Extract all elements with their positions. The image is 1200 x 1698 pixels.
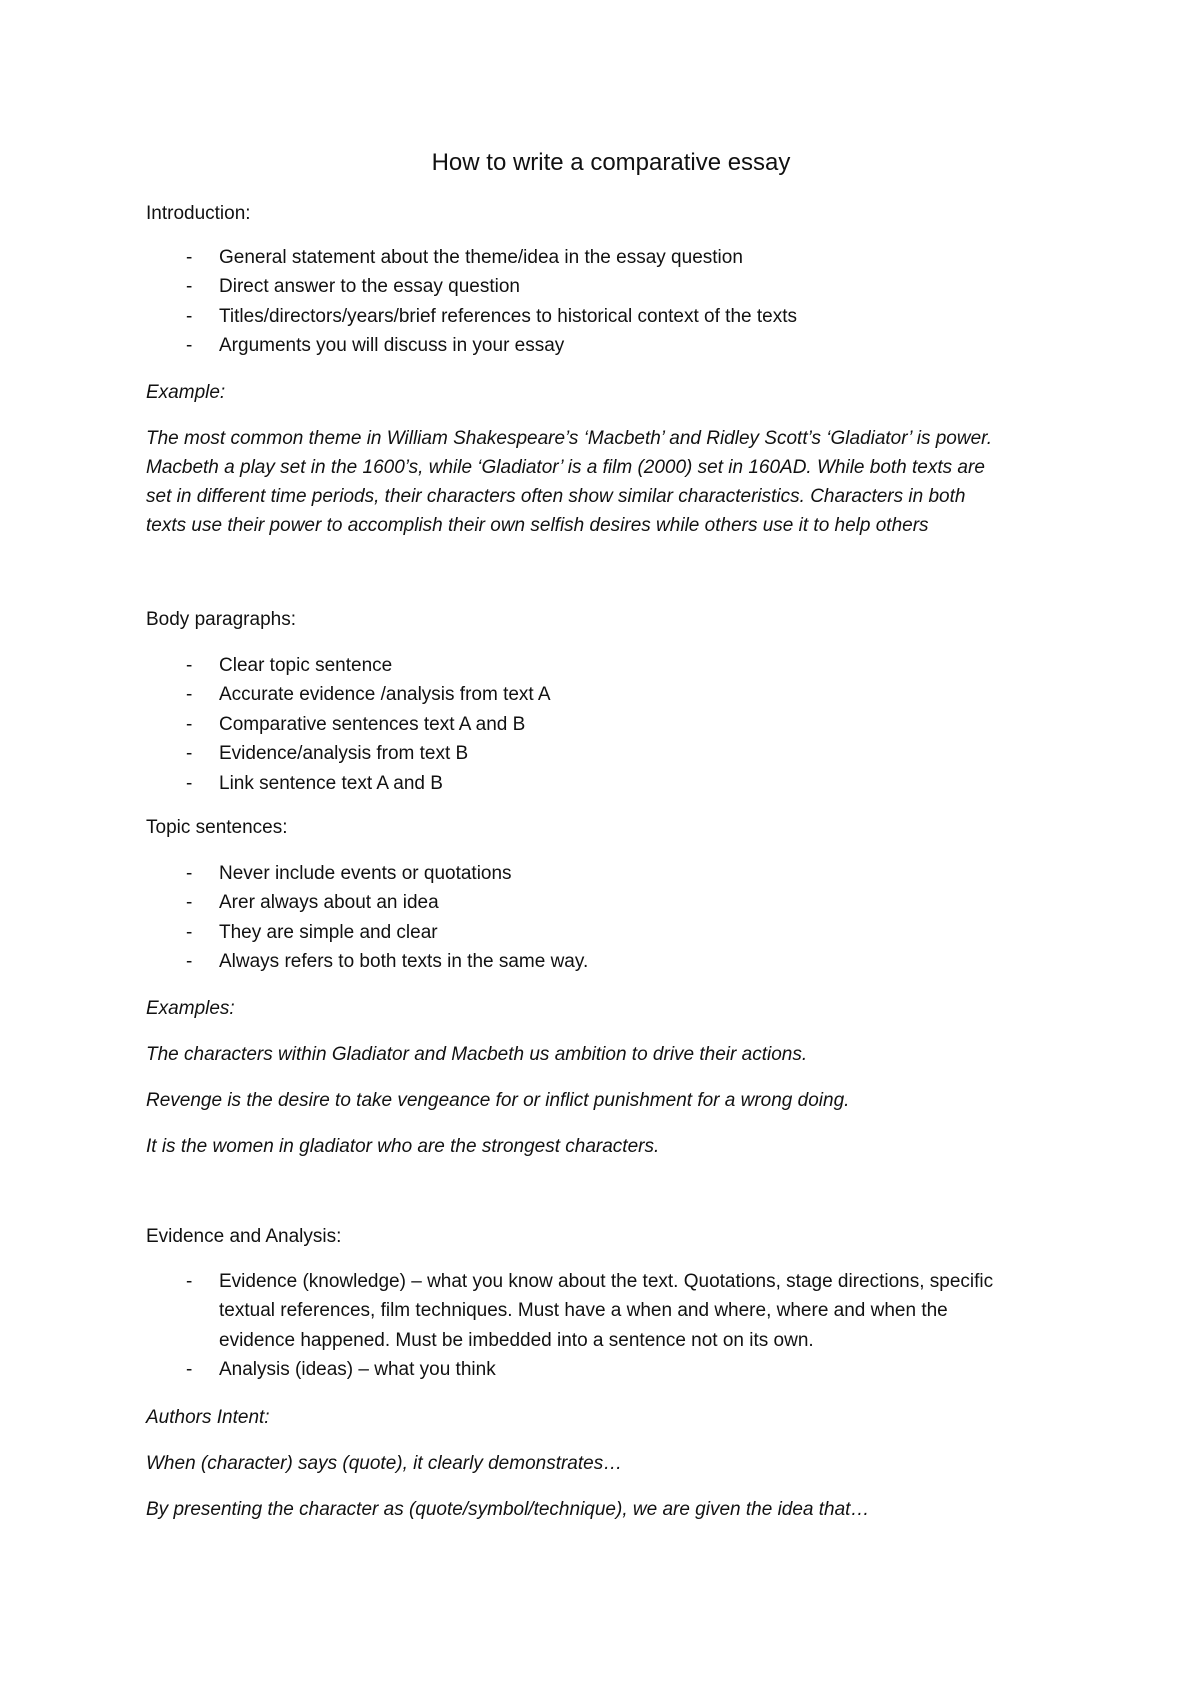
list-item: - Clear topic sentence [186,655,393,676]
evidence-list [146,1267,1076,1385]
topic-example: Revenge is the desire to take vengeance for or inflict punishment for a wrong doing. [146,1090,850,1111]
intro-list [146,243,1076,361]
intro-heading: Introduction: [146,203,251,224]
list-item: - Always refers to both texts in the same way. [186,951,589,973]
body-heading: Body paragraphs: [146,609,296,630]
topic-heading: Topic sentences: [146,817,288,838]
authors-intent-label: Authors Intent: [146,1407,270,1428]
intro-example-paragraph: The most common theme in William Shakespeare’s ‘Macbeth’ and Ridley Scott’s ‘Gladiator’ is power. Macbeth a play set in the 1600’s, while ‘Gladiator’ is a film (2000) set in 160AD. While both texts are set in different time periods, their characters often show similar characteristics. Characters in both texts use their power to accomplish their own selfish desires while others use it to help others [146,428,993,536]
body-list [146,651,1076,798]
list-item: - Accurate evidence /analysis from text A [186,684,551,706]
list-item: - They are simple and clear [186,921,438,943]
list-item: - Titles/directors/years/brief references to historical context of the texts [186,305,797,327]
list-item: - Analysis (ideas) – what you think [186,1359,496,1381]
document-title: How to write a comparative essay [431,149,791,176]
list-item: - Evidence/analysis from text B [186,743,469,765]
topic-example: The characters within Gladiator and Macbeth us ambition to drive their actions. [146,1044,808,1065]
list-item: - Arer always about an idea [186,892,439,914]
topic-example: It is the women in gladiator who are the strongest characters. [146,1136,660,1157]
list-item: - Arguments you will discuss in your essay [186,335,565,357]
intent-example: When (character) says (quote), it clearly demonstrates… [146,1453,623,1474]
list-item: - Never include events or quotations [186,863,512,884]
list-item: - Evidence (knowledge) – what you know about the text. Quotations, stage directions, specific textual references, film techniques. Must have a when and where, where and when the evidence happened. Must be imbedded into a sentence not on its own. [186,1271,994,1351]
topic-examples-label: Examples: [146,998,235,1019]
topic-list [146,859,1076,977]
list-item: - Direct answer to the essay question [186,276,520,298]
list-item: - Comparative sentences text A and B [186,713,526,735]
intro-example-label: Example: [146,382,226,403]
intent-example: By presenting the character as (quote/symbol/technique), we are given the idea that… [146,1499,870,1520]
list-item: - General statement about the theme/idea in the essay question [186,247,743,268]
list-item: - Link sentence text A and B [186,772,443,794]
evidence-heading: Evidence and Analysis: [146,1226,342,1247]
